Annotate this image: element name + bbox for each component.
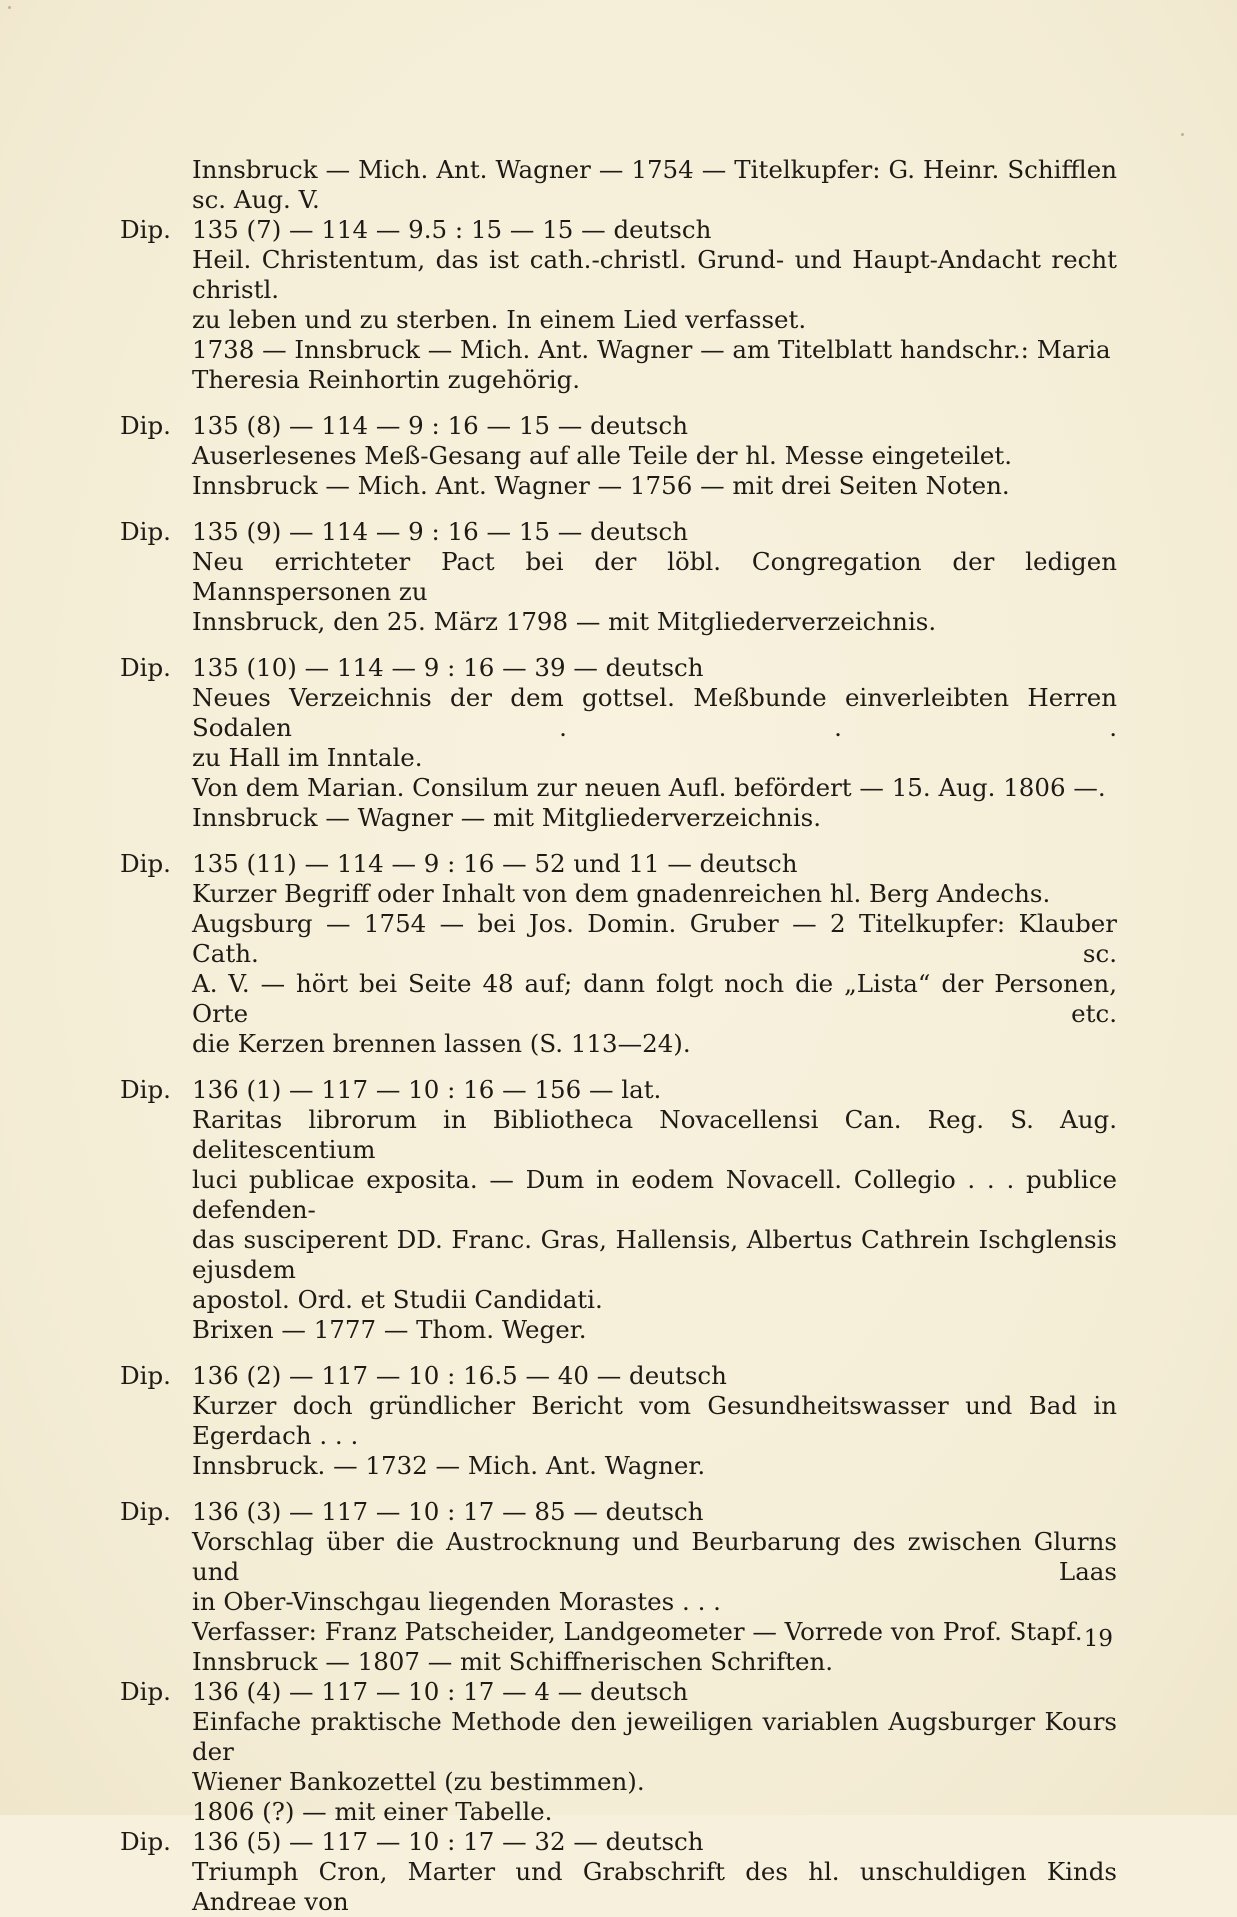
entry-shelfmark: 135 (10) — 114 — 9 : 16 — 39 — deutsch [192,653,704,682]
entry-description [120,245,1117,395]
text-line: Neues Verzeichnis der dem gottsel. Meßbunde einverleibten Herren Sodalen . . . [192,683,1117,742]
entry-shelfmark: 135 (7) — 114 — 9.5 : 15 — 15 — deutsch [192,215,712,244]
catalog-entry [120,1677,1117,1827]
entry-shelfmark: 136 (3) — 117 — 10 : 17 — 85 — deutsch [192,1497,704,1526]
text-line: Einfache praktische Methode den jeweiligen variablen Augsburger Kours der [192,1707,1117,1766]
entry-signature: Dip. [120,1075,171,1104]
catalog-entry [120,1361,1117,1481]
entry-shelfmark: 135 (9) — 114 — 9 : 16 — 15 — deutsch [192,517,688,546]
entry-description [120,1707,1117,1827]
text-line: die Kerzen brennen lassen (S. 113—24). [192,1029,691,1058]
entry-description [120,441,1117,501]
entry-description [120,1857,1117,1917]
catalog-entry [120,215,1117,395]
entry-heading [120,411,1117,441]
catalog-entry [120,1497,1117,1677]
entry-signature: Dip. [120,1497,171,1526]
entry-shelfmark: 136 (5) — 117 — 10 : 17 — 32 — deutsch [192,1827,704,1856]
text-line: Innsbruck, den 25. März 1798 — mit Mitgliederverzeichnis. [192,607,937,636]
catalog-entry [120,653,1117,833]
text-line: Theresia Reinhortin zugehörig. [192,365,581,394]
entry-heading [120,849,1117,879]
text-line: zu leben und zu sterben. In einem Lied verfasset. [192,305,807,334]
catalog-entry [120,1075,1117,1345]
text-line: Auserlesenes Meß-Gesang auf alle Teile der hl. Messe eingeteilet. [192,441,1013,470]
text-line: Innsbruck — Mich. Ant. Wagner — 1754 — Titelkupfer: G. Heinr. Schifflen [192,155,1117,184]
entry-description [120,1105,1117,1345]
entry-signature: Dip. [120,411,171,440]
entry-heading [120,1075,1117,1105]
entry-description [120,547,1117,637]
paper-speck [1181,133,1184,136]
entry-description [120,1391,1117,1481]
entry-description [120,683,1117,833]
text-line: zu Hall im Inntale. [192,743,423,772]
entry-signature: Dip. [120,653,171,682]
catalog-entry [120,849,1117,1059]
text-line: Innsbruck — 1807 — mit Schiffnerischen Schriften. [192,1647,834,1676]
entry-description [120,879,1117,1059]
intro-paragraph [120,155,1117,215]
entry-signature: Dip. [120,215,171,244]
text-line: luci publicae exposita. — Dum in eodem Novacell. Collegio . . . publice defenden- [192,1165,1117,1224]
entry-heading [120,1497,1117,1527]
catalog-entry [120,1827,1117,1917]
entry-shelfmark: 135 (8) — 114 — 9 : 16 — 15 — deutsch [192,411,688,440]
text-line: Innsbruck — Mich. Ant. Wagner — 1756 — mit drei Seiten Noten. [192,471,1010,500]
entry-signature: Dip. [120,517,171,546]
entry-signature: Dip. [120,1361,171,1390]
text-line: Neu errichteter Pact bei der löbl. Congregation der ledigen Mannspersonen zu [192,547,1117,606]
text-line: Verfasser: Franz Patscheider, Landgeometer — Vorrede von Prof. Stapf. [192,1617,1083,1646]
text-line: apostol. Ord. et Studii Candidati. [192,1285,603,1314]
catalog-entry [120,517,1117,637]
paper-speck [8,6,11,9]
entry-shelfmark: 135 (11) — 114 — 9 : 16 — 52 und 11 — deutsch [192,849,798,878]
catalog-entry [120,411,1117,501]
entry-heading [120,215,1117,245]
page-number: 19 [1083,1626,1113,1652]
entry-shelfmark: 136 (4) — 117 — 10 : 17 — 4 — deutsch [192,1677,688,1706]
catalog-entries [120,215,1117,1917]
text-line: Heil. Christentum, das ist cath.-christl. Grund- und Haupt-Andacht recht christl. [192,245,1117,304]
text-line: Vorschlag über die Austrocknung und Beurbarung des zwischen Glurns und Laas [192,1527,1117,1586]
text-line: Kurzer doch gründlicher Bericht vom Gesundheitswasser und Bad in Egerdach . . . [192,1391,1117,1450]
text-line: Von dem Marian. Consilum zur neuen Aufl. befördert — 15. Aug. 1806 —. [192,773,1106,802]
text-line: in Ober-Vinschgau liegenden Morastes . . . [192,1587,721,1616]
entry-shelfmark: 136 (1) — 117 — 10 : 16 — 156 — lat. [192,1075,662,1104]
entry-heading [120,1677,1117,1707]
entry-heading [120,653,1117,683]
entry-description [120,1527,1117,1677]
text-line: 1738 — Innsbruck — Mich. Ant. Wagner — am Titelblatt handschr.: Maria [192,335,1111,364]
entry-shelfmark: 136 (2) — 117 — 10 : 16.5 — 40 — deutsch [192,1361,727,1390]
text-line: Innsbruck. — 1732 — Mich. Ant. Wagner. [192,1451,706,1480]
text-line: das susciperent DD. Franc. Gras, Hallensis, Albertus Cathrein Ischglensis ejusdem [192,1225,1117,1284]
text-line: Innsbruck — Wagner — mit Mitgliederverzeichnis. [192,803,822,832]
entry-signature: Dip. [120,1677,171,1706]
text-line: A. V. — hört bei Seite 48 auf; dann folgt noch die „Lista“ der Personen, Orte etc. [192,969,1117,1028]
text-line: Wiener Bankozettel (zu bestimmen). [192,1767,645,1796]
entry-signature: Dip. [120,1827,171,1856]
text-line: Triumph Cron, Marter und Grabschrift des hl. unschuldigen Kinds Andreae von [192,1857,1117,1916]
text-line: Brixen — 1777 — Thom. Weger. [192,1315,587,1344]
text-line: Kurzer Begriff oder Inhalt von dem gnadenreichen hl. Berg Andechs. [192,879,1051,908]
entry-signature: Dip. [120,849,171,878]
text-line: 1806 (?) — mit einer Tabelle. [192,1797,553,1826]
entry-heading [120,1361,1117,1391]
entry-heading [120,517,1117,547]
text-line: sc. Aug. V. [192,185,320,214]
document-body [120,155,1117,1917]
entry-heading [120,1827,1117,1857]
text-line: Raritas librorum in Bibliotheca Novacellensi Can. Reg. S. Aug. delitescentium [192,1105,1117,1164]
text-line: Augsburg — 1754 — bei Jos. Domin. Gruber — 2 Titelkupfer: Klauber Cath. sc. [192,909,1117,968]
